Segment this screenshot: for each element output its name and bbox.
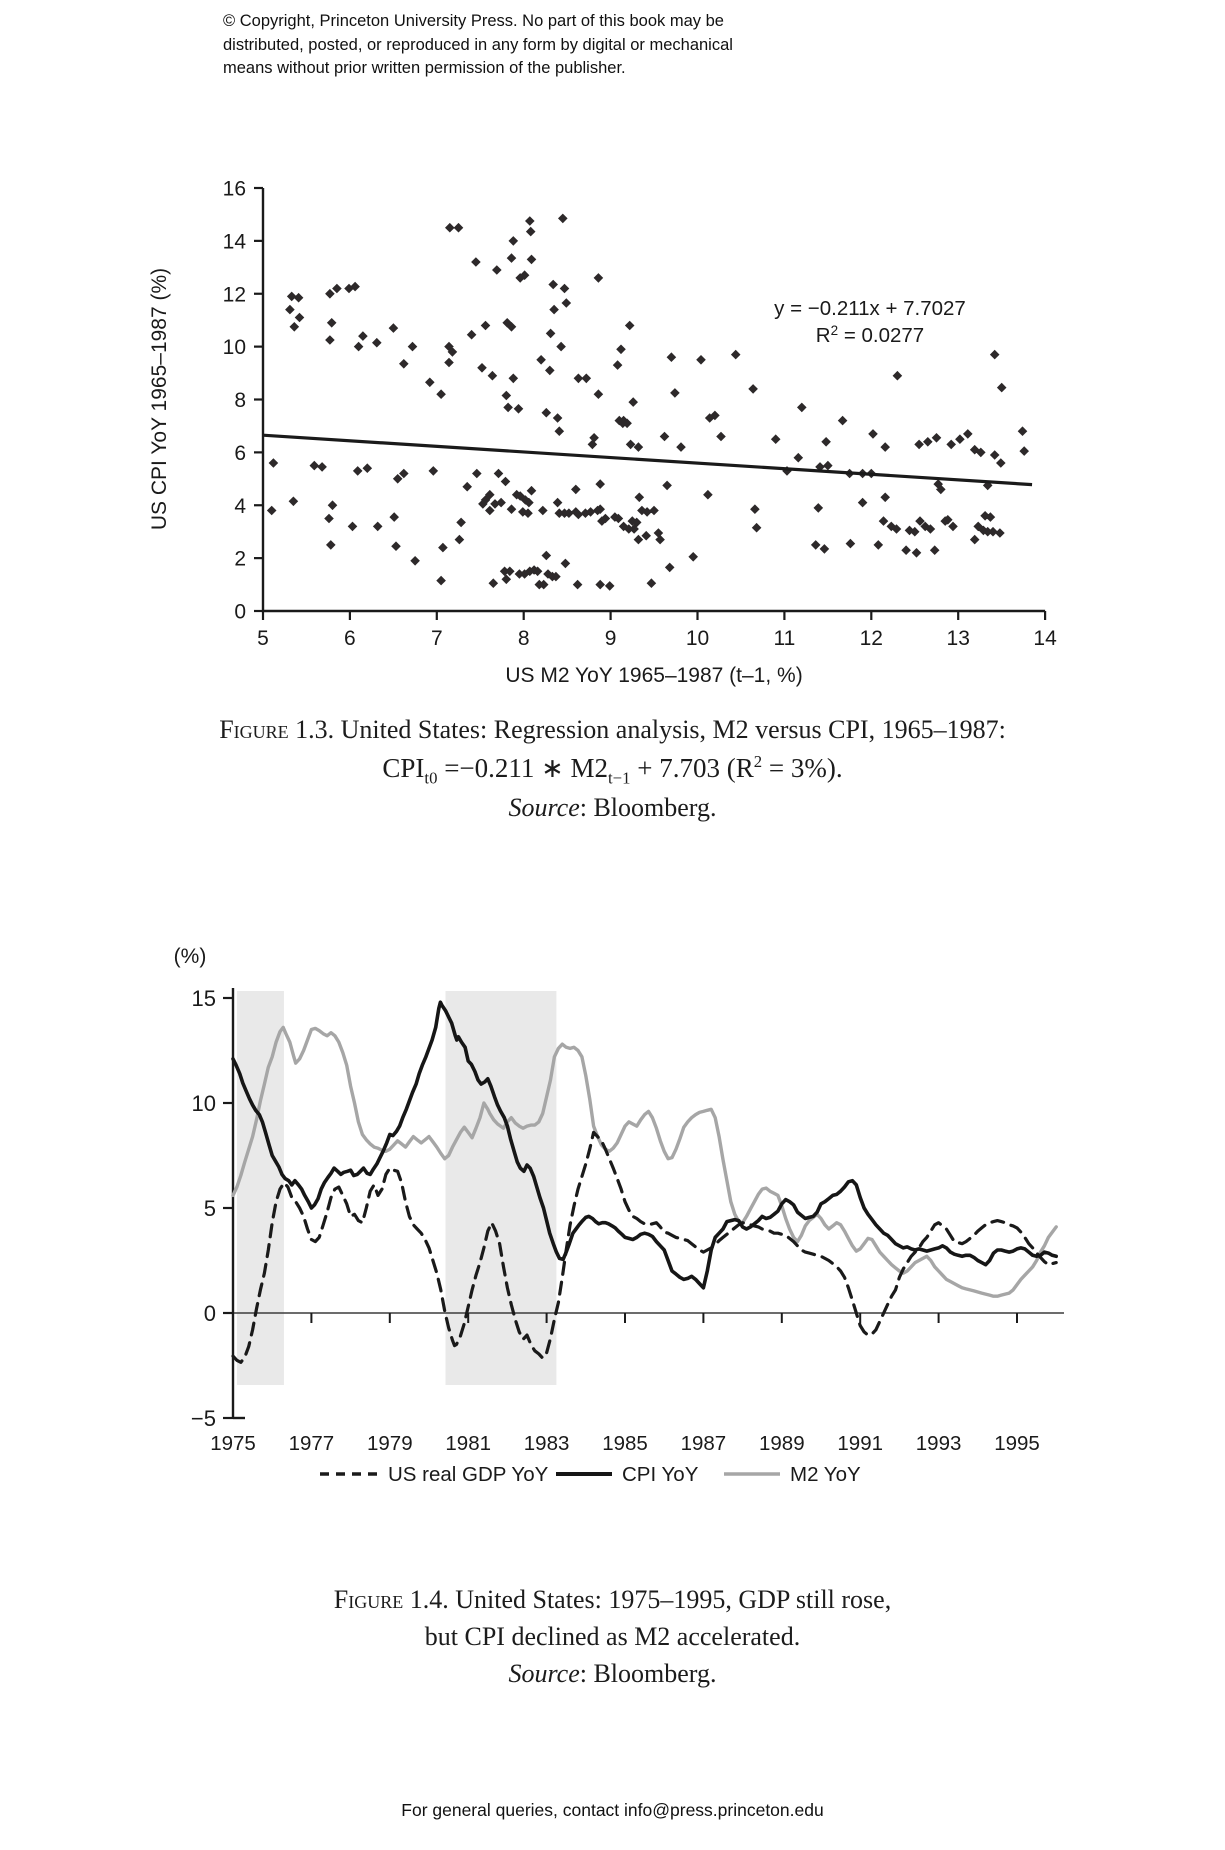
figure-label: Figure 1.3. [219, 715, 335, 744]
y-tick-label: 12 [222, 283, 246, 307]
svg-text:y = −0.211x + 7.7027: y = −0.211x + 7.7027 [774, 297, 966, 320]
y-tick-label: 10 [222, 336, 246, 360]
figure-1-4-line-chart [128, 933, 1108, 1538]
y-tick-label: 4 [234, 494, 246, 518]
x-tick-label: 1987 [680, 1432, 727, 1455]
axes [191, 986, 1040, 1455]
unit-label: (%) [173, 945, 207, 968]
x-axis-label: US M2 YoY 1965–1987 (t–1, %) [505, 664, 803, 687]
y-tick-label: 10 [191, 1091, 216, 1116]
legend-label: US real GDP YoY [388, 1463, 549, 1486]
x-tick-label: 9 [604, 627, 617, 650]
regression-formula: $CPI_{t0} =-0.211$ ∗ $M2_{t-1} + 7.703$ $(R^2 = 3\%)$. [382, 751, 843, 788]
y-tick-label: 8 [234, 389, 246, 412]
x-tick-label: 7 [430, 627, 443, 650]
x-tick-label: 1977 [288, 1432, 335, 1455]
y-tick-label: 0 [203, 1301, 216, 1326]
x-tick-label: 14 [1033, 627, 1057, 650]
x-tick-label: 8 [517, 627, 530, 650]
copyright-notice [223, 10, 883, 81]
x-tick-label: 1981 [445, 1432, 492, 1455]
copyright-line: © Copyright, Princeton University Press. No part of this book may be [223, 12, 724, 30]
x-tick-label: 1979 [366, 1432, 413, 1455]
scatter-chart-svg [128, 133, 1068, 708]
x-tick-label: 6 [344, 627, 356, 650]
m2-line [233, 1027, 1056, 1296]
caption-line: Figure 1.3. United States: Regression analysis, M2 versus CPI, 1965–1987: [219, 715, 1006, 744]
figure-label: Figure 1.4. [333, 1585, 449, 1614]
caption-line: Figure 1.4. United States: 1975–1995, GDP still rose, [333, 1585, 892, 1614]
scatter-points [267, 214, 1029, 591]
caption-line: but CPI declined as M2 accelerated. [424, 1621, 801, 1651]
x-tick-label: 1989 [758, 1432, 805, 1455]
x-tick-label: 10 [685, 627, 710, 650]
legend-label: M2 YoY [790, 1463, 861, 1486]
y-tick-label: 14 [222, 230, 246, 254]
y-tick-label: 15 [191, 986, 216, 1011]
y-tick-label: 2 [234, 547, 246, 571]
line-chart-svg [128, 933, 1108, 1533]
x-tick-label: 5 [257, 627, 269, 650]
y-tick-label: 6 [234, 441, 246, 465]
recession-band [237, 991, 284, 1385]
x-tick-label: 1983 [523, 1432, 570, 1455]
y-tick-label: 5 [203, 1196, 216, 1221]
figure-1-3-scatter-chart [128, 133, 1068, 713]
y-tick-label: −5 [190, 1406, 216, 1431]
y-tick-label: 0 [234, 600, 246, 624]
source-line: Source: Bloomberg. [508, 1658, 717, 1688]
x-tick-label: 11 [773, 627, 796, 650]
x-tick-label: 1991 [837, 1432, 884, 1455]
copyright-line: means without prior written permission of the publisher. [223, 59, 626, 78]
footer-contact: For general queries, contact info@press.princeton.edu [401, 1800, 824, 1820]
axes [223, 178, 1057, 651]
recession-bands [237, 991, 556, 1385]
figure-1-4-caption [0, 1582, 1225, 1693]
x-tick-label: 1985 [602, 1432, 648, 1455]
legend-label: CPI YoY [622, 1463, 699, 1486]
y-tick-label: 16 [222, 177, 246, 201]
x-tick-label: 1975 [210, 1432, 256, 1455]
gdp-line [233, 1132, 1056, 1362]
x-tick-label: 1993 [915, 1432, 962, 1455]
x-tick-label: 12 [859, 627, 883, 650]
legend [320, 1463, 861, 1486]
y-axis-label: US CPI YoY 1965–1987 (%) [148, 267, 171, 531]
copyright-line: distributed, posted, or reproduced in any form by digital or mechanical [223, 35, 733, 54]
figure-1-3-caption [0, 712, 1225, 827]
cpi-line [233, 1002, 1056, 1288]
source-line: Source: Bloomberg. [508, 793, 717, 823]
regression-equation [774, 297, 966, 347]
x-tick-label: 13 [946, 627, 970, 650]
x-tick-label: 1995 [994, 1432, 1040, 1455]
svg-text:R2 = 0.0277: $R^2 = 0.0277$ [815, 323, 925, 347]
